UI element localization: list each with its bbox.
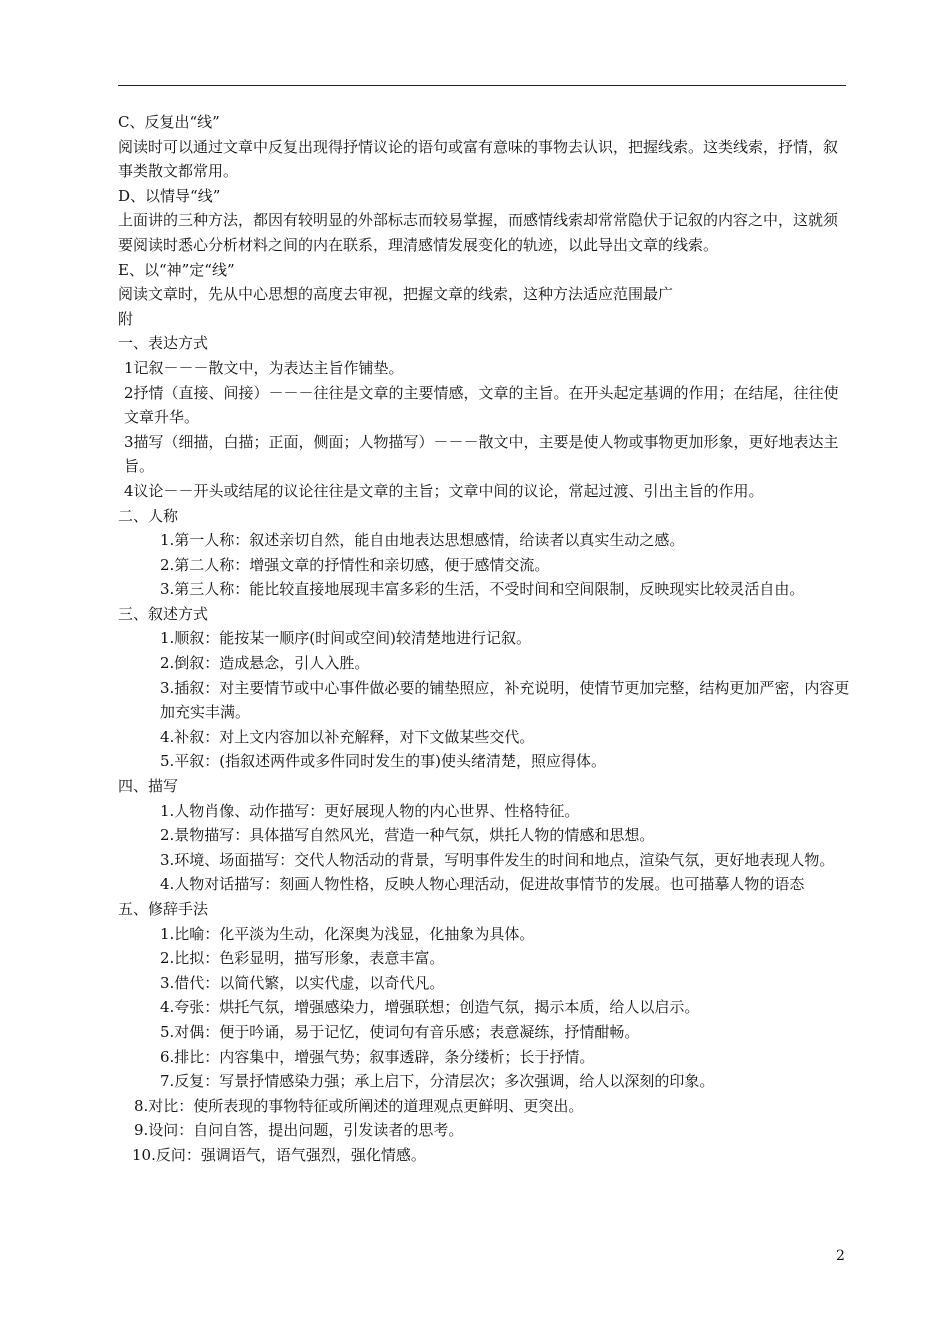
paragraph-d: 上面讲的三种方法，都因有较明显的外部标志而较易掌握，而感情线索却常常隐伏于记叙的内容之中，这就须要阅读时悉心分析材料之间的内在联系，理清感情发展变化的轨迹，以此导出文章的线索。 <box>118 211 839 254</box>
appendix-label: 附 <box>118 309 134 328</box>
section-title-narration: 三、叙述方式 <box>118 604 209 623</box>
list-item: 2.第二人称：增强文章的抒情性和亲切感，便于感情交流。 <box>160 555 550 574</box>
page-number: 2 <box>836 1248 845 1264</box>
paragraph-e: 阅读文章时，先从中心思想的高度去审视，把握文章的线索，这种方法适应范围最广 <box>118 285 674 304</box>
list-item: 3.第三人称：能比较直接地展现丰富多彩的生活，不受时间和空间限制，反映现实比较灵活自由。 <box>160 580 805 599</box>
list-item: 2.景物描写：具体描写自然风光，营造一种气氛，烘托人物的情感和思想。 <box>160 826 655 845</box>
section-title-rhetoric: 五、修辞手法 <box>118 900 209 918</box>
section-title-expression: 一、表达方式 <box>118 334 209 353</box>
document-body <box>118 110 850 1168</box>
list-item: 1记叙－－－散文中，为表达主旨作铺垫。 <box>124 358 404 377</box>
list-item: 1.第一人称：叙述亲切自然，能自由地表达思想感情，给读者以真实生动之感。 <box>160 531 685 550</box>
heading-d: D、以情导“线” <box>118 186 221 205</box>
list-item: 7.反复：写景抒情感染力强；承上启下，分清层次；多次强调，给人以深刻的印象。 <box>160 1072 715 1091</box>
list-item: 3.环境、场面描写：交代人物活动的背景，写明事件发生的时间和地点，渲染气氛，更好地表现人物。 <box>160 850 835 869</box>
list-item: 4.夸张：烘托气氛，增强感染力，增强联想；创造气氛，揭示本质，给人以启示。 <box>160 998 700 1017</box>
list-item: 9.设问：自问自答，提出问题，引发读者的思考。 <box>134 1121 464 1140</box>
list-item: 4.人物对话描写：刻画人物性格，反映人物心理活动，促进故事情节的发展。也可描摹人物的语态 <box>160 875 805 894</box>
list-item: 1.顺叙：能按某一顺序(时间或空间)较清楚地进行记叙。 <box>160 629 532 648</box>
list-item: 4议论－－开头或结尾的议论往往是文章的主旨；文章中间的议论，常起过渡、引出主旨的作用。 <box>124 481 764 500</box>
list-item: 1.人物肖像、动作描写：更好展现人物的内心世界、性格特征。 <box>160 801 580 820</box>
list-item: 3描写（细描，白描；正面，侧面；人物描写）－－－散文中，主要是使人物或事物更加形象，更好地表达主旨。 <box>124 432 839 476</box>
list-item: 5.对偶：便于吟诵，易于记忆，使词句有音乐感；表意凝练，抒情酣畅。 <box>160 1022 640 1041</box>
section-title-person: 二、人称 <box>118 506 179 525</box>
list-item: 1.比喻：化平淡为生动，化深奥为浅显，化抽象为具体。 <box>160 924 535 943</box>
list-item: 8.对比：使所表现的事物特征或所阐述的道理观点更鲜明、更突出。 <box>134 1096 584 1115</box>
list-item: 2抒情（直接、间接）－－－往往是文章的主要情感，文章的主旨。在开头起定基调的作用；在结尾，往往使文章升华。 <box>124 383 839 427</box>
list-item: 4.补叙：对上文内容加以补充解释，对下文做某些交代。 <box>160 727 535 746</box>
paragraph-c: 阅读时可以通过文章中反复出现得抒情议论的语句或富有意味的事物去认识，把握线索。这类线索，抒情，叙事类散文都常用。 <box>118 137 839 181</box>
list-item: 6.排比：内容集中，增强气势；叙事透辟，条分缕析；长于抒情。 <box>160 1047 595 1066</box>
heading-c: C、反复出“线” <box>118 113 220 131</box>
header-rule <box>118 85 846 86</box>
list-item: 2.倒叙：造成悬念，引人入胜。 <box>160 654 370 673</box>
list-item: 5.平叙：(指叙述两件或多件同时发生的事)使头绪清楚，照应得体。 <box>160 752 607 771</box>
list-item: 10.反问：强调语气，语气强烈，强化情感。 <box>132 1145 426 1164</box>
list-item: 3.借代：以简代繁，以实代虚，以奇代凡。 <box>160 973 445 992</box>
list-item: 2.比拟：色彩显明，描写形象，表意丰富。 <box>160 949 445 968</box>
list-item: 3.插叙：对主要情节或中心事件做必要的铺垫照应，补充说明，使情节更加完整，结构更加严密，内容更加充实丰满。 <box>160 678 850 722</box>
heading-e: E、以“神”定“线” <box>118 260 235 279</box>
section-title-description: 四、描写 <box>118 777 179 796</box>
